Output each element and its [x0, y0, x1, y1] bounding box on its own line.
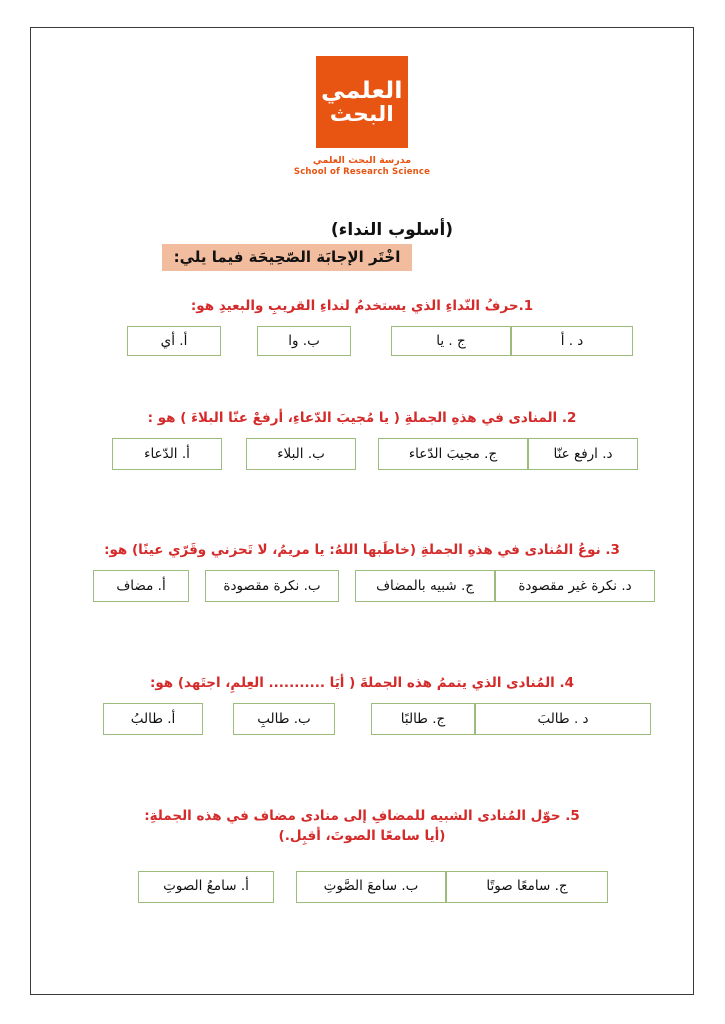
option-2-d[interactable]: د. ارفع عنّا [528, 438, 638, 470]
option-4-c[interactable]: ج. طالبًا [371, 703, 475, 735]
logo-arabic-calligraphy [321, 77, 403, 126]
logo-subtitle-arabic: مدرسة البحث العلمي [312, 155, 412, 166]
question-5 [31, 806, 693, 903]
option-3-c[interactable]: ج. شبيه بالمضاف [355, 570, 495, 602]
question-1 [31, 296, 693, 356]
option-3-b[interactable]: ب. نكرة مقصودة [205, 570, 339, 602]
question-5-options [31, 871, 693, 903]
question-3-text: 3. نوعُ المُنادى في هذهِ الجملةِ (خاطَبها اللهُ: يا مريمُ، لا تَحزني وقَرّي عينًا) هو: [104, 542, 620, 558]
option-5-b[interactable]: ب. سامعَ الصَّوتِ [296, 871, 446, 903]
question-2 [31, 408, 693, 470]
option-4-b[interactable]: ب. طالبِ [233, 703, 335, 735]
logo-subtitle-english: School of Research Science [293, 167, 431, 177]
instruction-banner: اخْتَر الإجابَة الصّحِيحَة فيما يلي: [162, 244, 413, 271]
question-2-text: 2. المنادى في هذهِ الجملةِ ( يا مُجيبَ الدّعاءِ، أرفعْ عنّا البلاءَ ) هو : [147, 410, 577, 426]
option-1-a[interactable]: أ. أي [127, 326, 221, 356]
question-4-options [31, 703, 693, 735]
question-3 [31, 540, 693, 602]
question-2-options [31, 438, 693, 470]
question-5-text: 5. حوّل المُنادى الشبيه للمضافِ إلى منادى مضاف في هذه الجملةِ: [144, 808, 580, 824]
option-5-c[interactable]: ج. سامعًا صوتًا [446, 871, 608, 903]
logo-glyph-line1: العلمي [321, 77, 403, 104]
question-4 [31, 673, 693, 735]
option-4-d[interactable]: د . طالبَ [475, 703, 651, 735]
logo-glyph-line2: البحث [329, 101, 395, 126]
page-title: (أسلوب النداء) [330, 220, 454, 240]
question-1-text: 1.حرفُ النّداءِ الذي يستخدمُ لنداءِ القريبِ والبعيدِ هو: [190, 298, 534, 314]
option-3-d[interactable]: د. نكرة غير مقصودة [495, 570, 655, 602]
option-2-c[interactable]: ج. مجيبَ الدّعاء [378, 438, 528, 470]
question-1-options [31, 326, 693, 356]
option-1-b[interactable]: ب. وا [257, 326, 351, 356]
option-1-c[interactable]: ج . يا [391, 326, 511, 356]
option-4-a[interactable]: أ. طالبُ [103, 703, 203, 735]
option-3-a[interactable]: أ. مضاف [93, 570, 189, 602]
question-4-text: 4. المُنادى الذي يتممُ هذه الجملةَ ( أيَا ........... العِلمِ، اجتَهد) هو: [149, 675, 575, 691]
question-3-options [31, 570, 693, 602]
logo-mark [316, 56, 408, 148]
option-2-a[interactable]: أ. الدّعاء [112, 438, 222, 470]
option-1-d[interactable]: د . أ [511, 326, 633, 356]
instruction-row [31, 244, 693, 271]
school-logo [31, 56, 693, 177]
option-5-a[interactable]: أ. سامعُ الصوتِ [138, 871, 274, 903]
option-2-b[interactable]: ب. البلاء [246, 438, 356, 470]
worksheet-page [30, 27, 694, 995]
question-5-text-line2: (أيا سامعًا الصوتَ، أقبِل.) [278, 828, 446, 845]
